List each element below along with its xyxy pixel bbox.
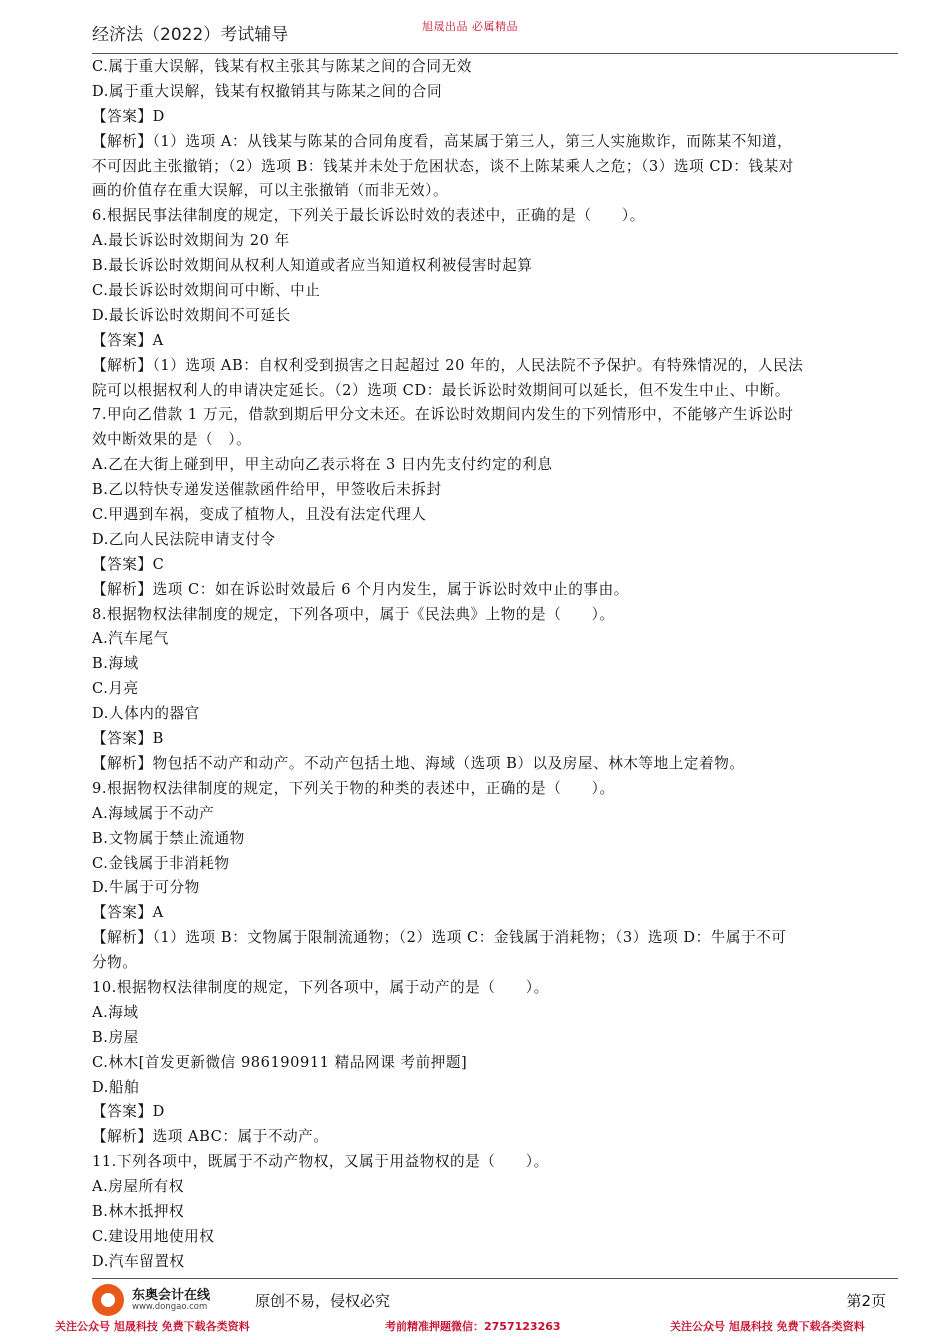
text-line: 【解析】选项 ABC：属于不动产。 xyxy=(92,1128,329,1146)
text-line: 【解析】物包括不动产和动产。不动产包括土地、海域（选项 B）以及房屋、林木等地上定着物。 xyxy=(92,754,745,772)
text-line: A.海域属于不动产 xyxy=(92,804,215,822)
text-line: 院可以根据权利人的申请决定延长。（2）选项 CD：最长诉讼时效期间可以延长，但不发生中止、中断。 xyxy=(92,381,791,399)
logo-name: 东奥会计在线 xyxy=(132,1288,211,1303)
text-line: B.乙以特快专递发送催款函件给甲，甲签收后未拆封 xyxy=(92,481,442,499)
text-line: 画的价值存在重大误解，可以主张撤销（而非无效）。 xyxy=(92,182,449,200)
text-line: B.海域 xyxy=(92,655,139,673)
promo-center: 考前精准押题微信：2757123263 xyxy=(385,1320,561,1333)
text-line: A.最长诉讼时效期间为 20 年 xyxy=(92,232,290,250)
text-line: A.乙在大街上碰到甲，甲主动向乙表示将在 3 日内先支付约定的利息 xyxy=(92,456,553,474)
document-title: 经济法（2022）考试辅导 xyxy=(92,25,289,45)
text-line: C.建设用地使用权 xyxy=(92,1227,215,1245)
text-line: B.最长诉讼时效期间从权利人知道或者应当知道权利被侵害时起算 xyxy=(92,257,533,275)
header-divider xyxy=(92,53,898,54)
text-line: D.汽车留置权 xyxy=(92,1252,185,1270)
text-line: 【答案】A xyxy=(92,904,164,922)
page-footer xyxy=(92,1280,898,1320)
text-line: A.汽车尾气 xyxy=(92,630,169,648)
text-line: B.文物属于禁止流通物 xyxy=(92,829,245,847)
text-line: 6.根据民事法律制度的规定，下列关于最长诉讼时效的表述中，正确的是（ ）。 xyxy=(92,207,645,225)
document-body xyxy=(92,55,898,1275)
text-line: 【解析】（1）选项 B：文物属于限制流通物；（2）选项 C：金钱属于消耗物；（3）选项 D：牛属于不可 xyxy=(92,929,787,947)
text-line: 9.根据物权法律制度的规定，下列关于物的种类的表述中，正确的是（ ）。 xyxy=(92,779,615,797)
text-line: D.人体内的器官 xyxy=(92,705,200,723)
logo-icon xyxy=(92,1284,124,1316)
text-line: 【答案】D xyxy=(92,1103,165,1121)
text-line: C.林木[首发更新微信 986190911 精品网课 考前押题] xyxy=(92,1053,468,1071)
text-line: C.月亮 xyxy=(92,680,139,698)
text-line: A.海域 xyxy=(92,1003,139,1021)
page-number: 第2页 xyxy=(846,1292,886,1310)
text-line: 【解析】选项 C：如在诉讼时效最后 6 个月内发生，属于诉讼时效中止的事由。 xyxy=(92,580,629,598)
text-line: 8.根据物权法律制度的规定，下列各项中，属于《民法典》上物的是（ ）。 xyxy=(92,605,615,623)
text-line: 7.甲向乙借款 1 万元，借款到期后甲分文未还。在诉讼时效期间内发生的下列情形中，不能够产生诉讼时 xyxy=(92,406,794,424)
text-line: 【解析】（1）选项 AB：自权利受到损害之日起超过 20 年的，人民法院不予保护。有特殊情况的，人民法 xyxy=(92,356,804,374)
page-header xyxy=(92,18,898,54)
text-line: 效中断效果的是（ ）。 xyxy=(92,431,252,449)
text-line: D.属于重大误解，钱某有权撤销其与陈某之间的合同 xyxy=(92,82,443,100)
text-line: 【答案】B xyxy=(92,730,164,748)
text-line: D.牛属于可分物 xyxy=(92,879,200,897)
text-line: 【解析】（1）选项 A：从钱某与陈某的合同角度看，高某属于第三人，第三人实施欺诈，而陈某不知道， xyxy=(92,132,793,150)
header-tagline: 旭晟出品 必属精品 xyxy=(422,20,518,33)
text-line: B.林木抵押权 xyxy=(92,1202,185,1220)
text-line: C.金钱属于非消耗物 xyxy=(92,854,230,872)
text-line: 【答案】A xyxy=(92,331,164,349)
text-line: 不可因此主张撤销；（2）选项 B：钱某并未处于危困状态，谈不上陈某乘人之危；（3）选项 CD：钱某对 xyxy=(92,157,794,175)
text-line: D.最长诉讼时效期间不可延长 xyxy=(92,306,291,324)
promo-left: 关注公众号 旭晟科技 免费下载各类资料 xyxy=(55,1320,250,1333)
dongao-logo xyxy=(92,1282,242,1318)
text-line: C.甲遇到车祸，变成了植物人，且没有法定代理人 xyxy=(92,506,427,524)
text-line: 11.下列各项中，既属于不动产物权，又属于用益物权的是（ ）。 xyxy=(92,1153,549,1171)
text-line: C.属于重大误解，钱某有权主张其与陈某之间的合同无效 xyxy=(92,58,472,75)
text-line: C.最长诉讼时效期间可中断、中止 xyxy=(92,282,321,300)
copyright-slogan: 原创不易，侵权必究 xyxy=(255,1292,391,1310)
promo-right: 关注公众号 旭晟科技 免费下载各类资料 xyxy=(670,1320,865,1333)
text-line: A.房屋所有权 xyxy=(92,1178,184,1196)
text-line: 【答案】D xyxy=(92,107,165,125)
footer-divider xyxy=(92,1278,898,1279)
text-line: 【答案】C xyxy=(92,555,165,573)
text-line: D.船舶 xyxy=(92,1078,140,1096)
text-line: 10.根据物权法律制度的规定，下列各项中，属于动产的是（ ）。 xyxy=(92,978,549,996)
text-line: D.乙向人民法院申请支付令 xyxy=(92,530,276,548)
text-line: 分物。 xyxy=(92,954,138,972)
text-line: B.房屋 xyxy=(92,1028,139,1046)
logo-url: www.dongao.com xyxy=(132,1302,208,1312)
